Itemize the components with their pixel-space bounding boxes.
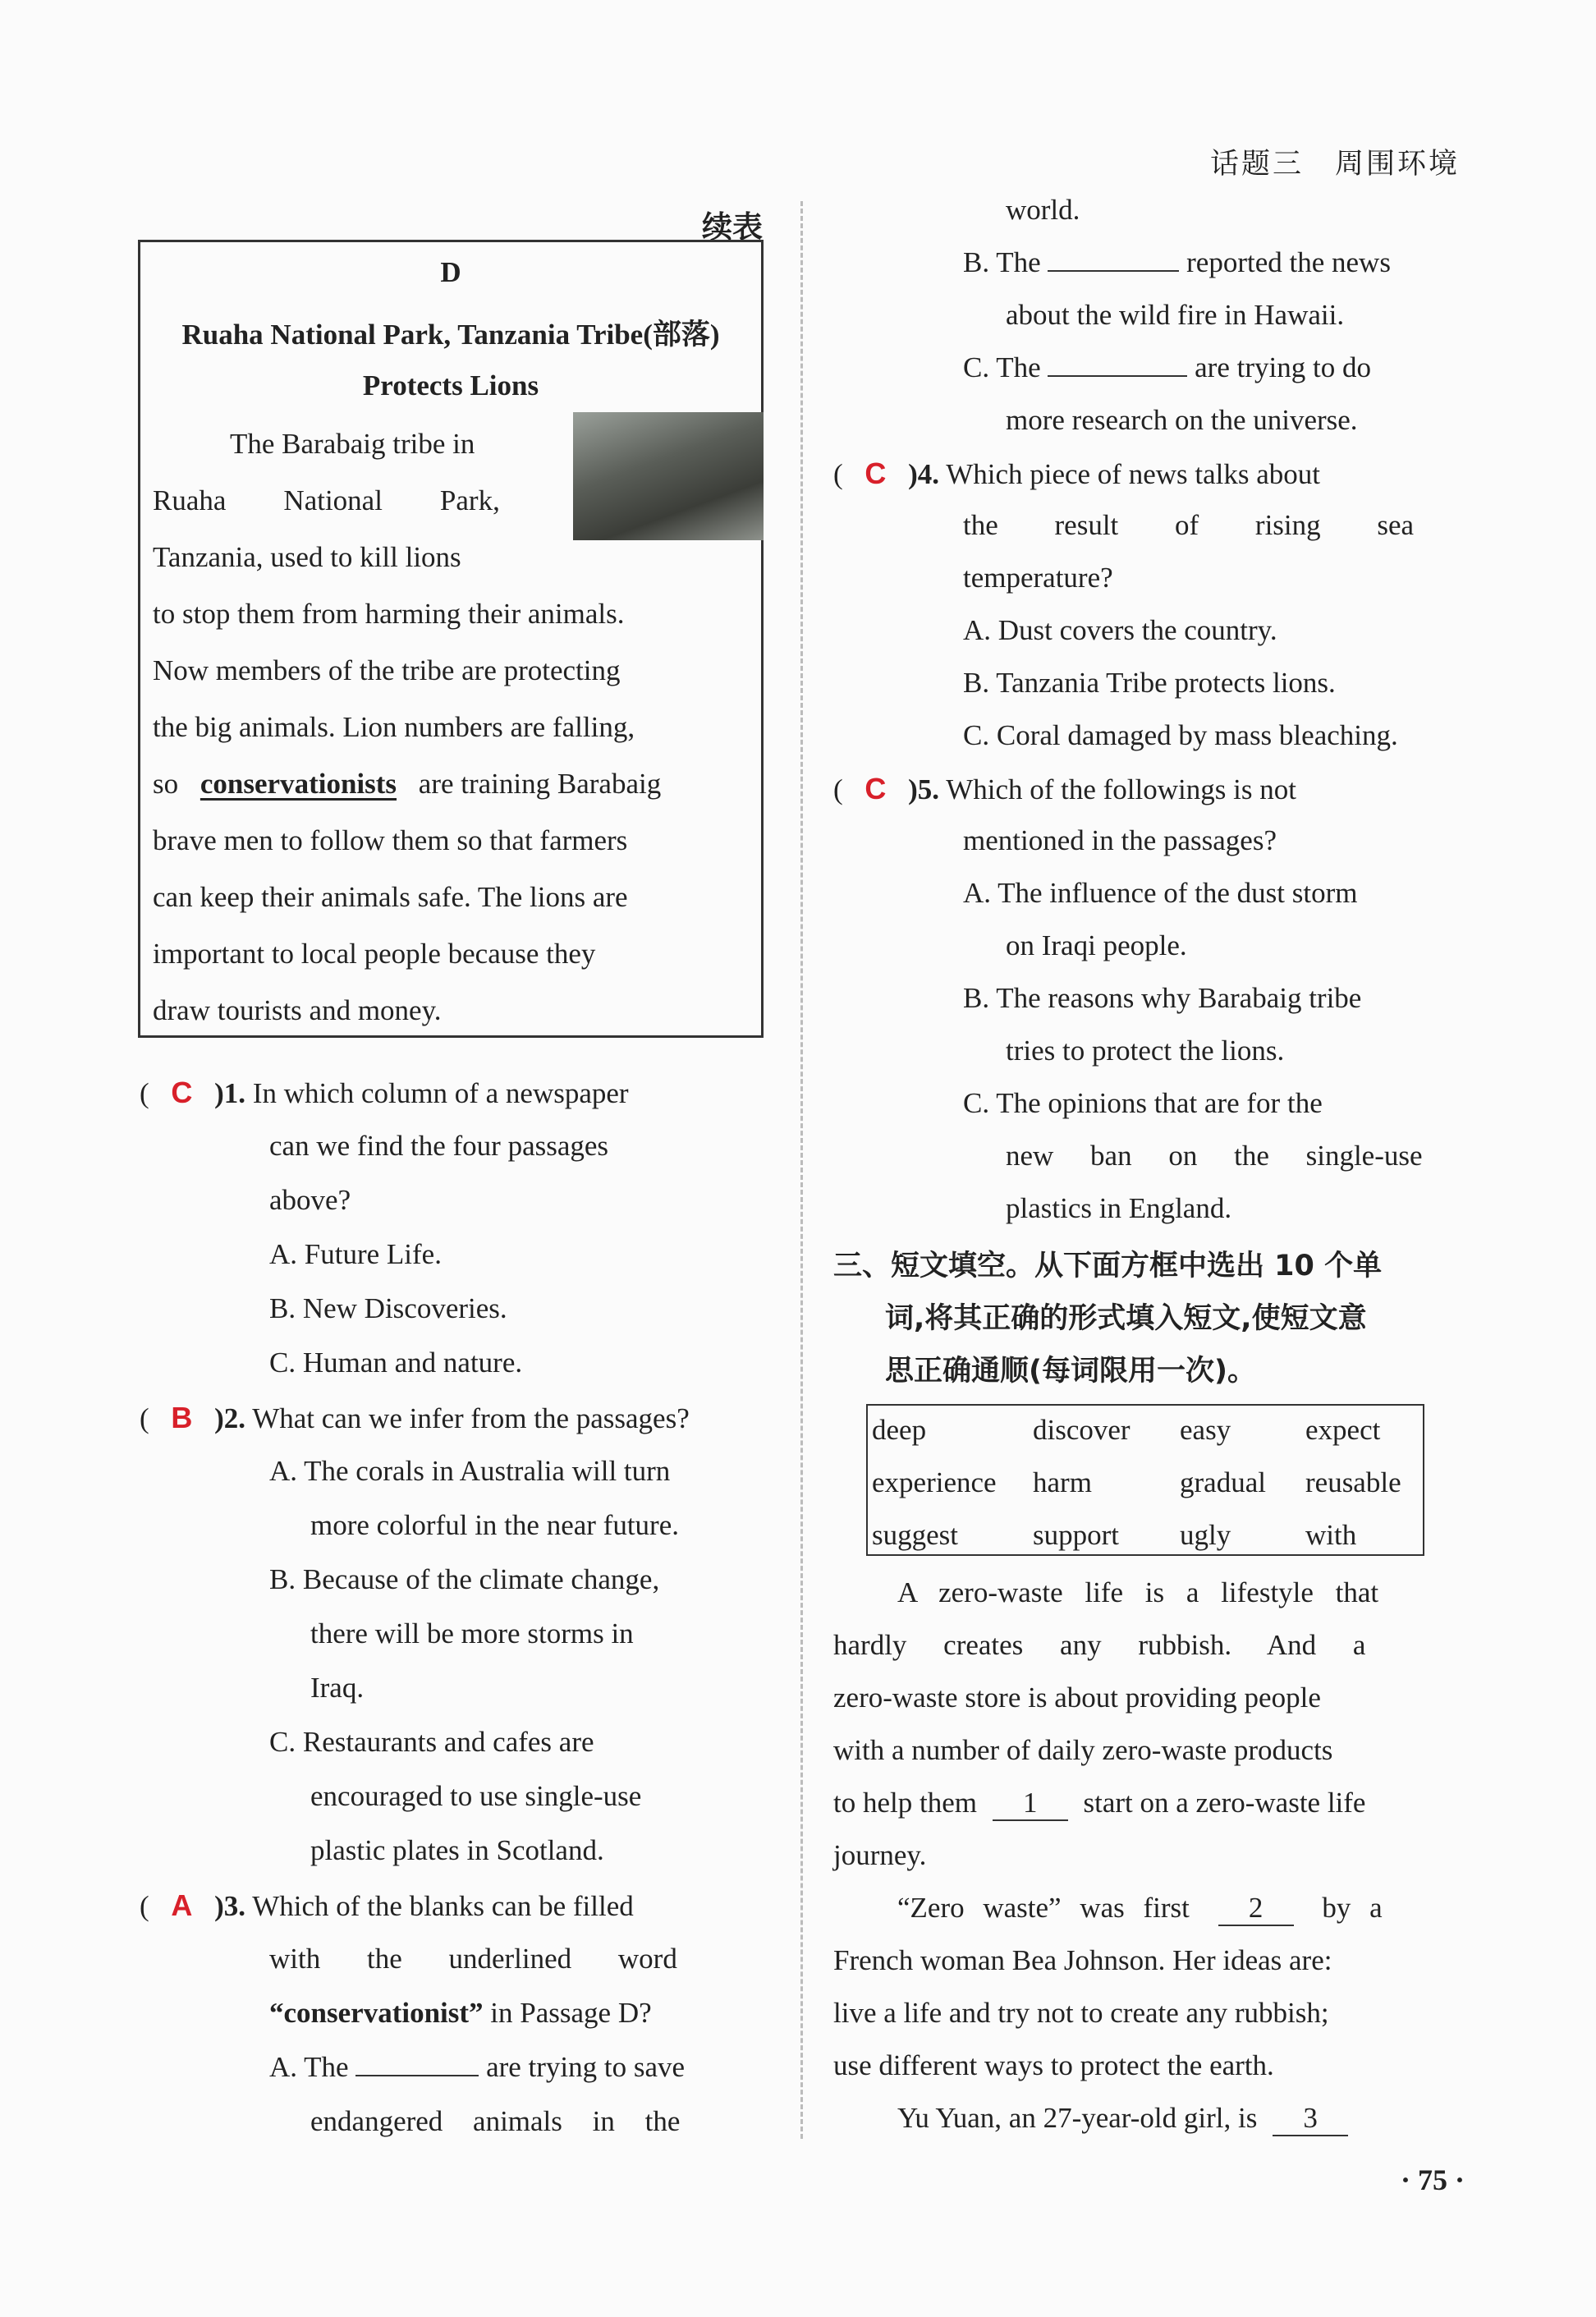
question-3: ( A )3. Which of the blanks can be filled bbox=[140, 1888, 634, 1922]
option: C. Restaurants and cafes are bbox=[269, 1726, 594, 1758]
word-bank-item: gradual bbox=[1180, 1466, 1266, 1498]
word-bank-item: with bbox=[1305, 1519, 1357, 1551]
option-text: are trying to save bbox=[486, 2051, 686, 2083]
word-bank-item: expect bbox=[1305, 1414, 1381, 1446]
option: A. Dust covers the country. bbox=[963, 614, 1277, 646]
quoted-word: “conservationist” bbox=[269, 1997, 484, 2029]
answer-1: C bbox=[171, 1076, 193, 1109]
passage-label: D bbox=[440, 256, 461, 288]
question-number: )5. bbox=[908, 773, 940, 805]
option: A. Future Life. bbox=[269, 1238, 442, 1270]
section-3-heading: 思正确通顺(每词限用一次)。 bbox=[885, 1355, 1256, 1388]
option-cont: new ban on the single-use bbox=[1006, 1140, 1423, 1172]
cloze-text: to help them bbox=[833, 1787, 977, 1819]
option-cont: plastic plates in Scotland. bbox=[310, 1834, 604, 1866]
section-3-heading: 词,将其正确的形式填入短文,使短文意 bbox=[885, 1302, 1367, 1335]
tribe-photo bbox=[573, 412, 764, 540]
question-line: with the underlined word bbox=[269, 1943, 677, 1975]
option bbox=[963, 246, 1391, 279]
cloze-text: by a bbox=[1322, 1892, 1383, 1924]
cloze-line: hardly creates any rubbish. And a bbox=[833, 1629, 1366, 1661]
question-text: Which of the blanks can be filled bbox=[252, 1890, 634, 1922]
passage-line: can keep their animals safe. The lions are bbox=[153, 881, 628, 913]
passage-line bbox=[153, 755, 661, 812]
question-number: )4. bbox=[908, 458, 940, 490]
section-3-heading: 三、短文填空。从下面方框中选出 10 个单 bbox=[833, 1250, 1383, 1282]
cloze-line: live a life and try not to create any rubbish; bbox=[833, 1997, 1329, 2029]
option-cont: Iraq. bbox=[310, 1672, 365, 1704]
option: A. The corals in Australia will turn bbox=[269, 1455, 671, 1487]
option-text: reported the news bbox=[1186, 246, 1391, 278]
passage-line: draw tourists and money. bbox=[153, 994, 442, 1026]
word-bank-item: reusable bbox=[1305, 1466, 1401, 1498]
answer-4: C bbox=[864, 457, 887, 490]
question-line: can we find the four passages bbox=[269, 1130, 609, 1162]
passage-line: Now members of the tribe are protecting bbox=[153, 654, 621, 686]
question-text: Which of the followings is not bbox=[946, 773, 1296, 805]
question-text: What can we infer from the passages? bbox=[252, 1402, 690, 1434]
option-cont: endangered animals in the bbox=[310, 2105, 681, 2137]
answer-3: A bbox=[171, 1888, 193, 1922]
question-line: mentioned in the passages? bbox=[963, 824, 1277, 856]
question-line: the result of rising sea bbox=[963, 509, 1415, 541]
option-cont: more colorful in the near future. bbox=[310, 1509, 679, 1541]
cloze-line: use different ways to protect the earth. bbox=[833, 2049, 1274, 2081]
word-bank-item: easy bbox=[1180, 1414, 1231, 1446]
option-cont: plastics in England. bbox=[1006, 1192, 1232, 1224]
passage-line: the big animals. Lion numbers are falling, bbox=[153, 711, 635, 743]
question-number: )1. bbox=[214, 1077, 246, 1109]
cloze-line: A zero-waste life is a lifestyle that bbox=[897, 1576, 1379, 1608]
blank-2[interactable]: 2 bbox=[1218, 1892, 1294, 1926]
passage-line: to stop them from harming their animals. bbox=[153, 598, 625, 630]
cloze-line: journey. bbox=[833, 1839, 927, 1871]
option-text: A. The bbox=[269, 2051, 349, 2083]
page-number: · 75 · bbox=[1400, 2163, 1465, 2196]
answer-2: B bbox=[171, 1401, 193, 1434]
question-number: )3. bbox=[214, 1890, 246, 1922]
option bbox=[269, 2051, 685, 2084]
answer-5: C bbox=[864, 772, 887, 805]
word-bank-item: support bbox=[1033, 1519, 1119, 1551]
option: B. The reasons why Barabaig tribe bbox=[963, 982, 1362, 1014]
option-cont: more research on the universe. bbox=[1006, 404, 1358, 436]
continued-label: 续表 bbox=[702, 209, 763, 245]
option: C. Human and nature. bbox=[269, 1347, 523, 1379]
question-number: )2. bbox=[214, 1402, 246, 1434]
passage-line: Ruaha National Park, bbox=[153, 484, 500, 516]
option-text: are trying to do bbox=[1195, 351, 1371, 383]
answer-blank[interactable] bbox=[1048, 270, 1179, 272]
option-cont: on Iraqi people. bbox=[1006, 929, 1187, 961]
question-line: above? bbox=[269, 1184, 351, 1216]
word-bank-item: deep bbox=[872, 1414, 927, 1446]
option-cont: world. bbox=[1006, 194, 1080, 226]
answer-blank[interactable] bbox=[355, 2075, 479, 2076]
passage-line: important to local people because they bbox=[153, 938, 596, 970]
cloze-line: with a number of daily zero-waste products bbox=[833, 1734, 1333, 1766]
word-bank-item: ugly bbox=[1180, 1519, 1231, 1551]
passage-line: The Barabaig tribe in bbox=[230, 428, 475, 460]
option-text: B. The bbox=[963, 246, 1041, 278]
question-text: In which column of a newspaper bbox=[252, 1077, 629, 1109]
blank-1[interactable]: 1 bbox=[993, 1787, 1068, 1821]
option-cont: tries to protect the lions. bbox=[1006, 1035, 1285, 1067]
underlined-word: conservationists bbox=[200, 768, 397, 800]
cloze-text: start on a zero-waste life bbox=[1083, 1787, 1366, 1819]
option: B. New Discoveries. bbox=[269, 1292, 507, 1324]
word-bank-item: suggest bbox=[872, 1519, 958, 1551]
option-cont: about the wild fire in Hawaii. bbox=[1006, 299, 1345, 331]
option-cont: encouraged to use single-use bbox=[310, 1780, 642, 1812]
word-bank-item: harm bbox=[1033, 1466, 1092, 1498]
passage-title: Ruaha National Park, Tanzania Tribe(部落) bbox=[181, 319, 720, 351]
question-1: ( C )1. In which column of a newspaper bbox=[140, 1076, 629, 1109]
option bbox=[963, 351, 1371, 384]
passage-text: so bbox=[153, 768, 179, 800]
column-divider bbox=[800, 201, 803, 2139]
question-line: temperature? bbox=[963, 562, 1113, 594]
question-2: ( B )2. What can we infer from the passages? bbox=[140, 1401, 690, 1434]
question-5: ( C )5. Which of the followings is not bbox=[833, 772, 1296, 805]
cloze-text: “Zero waste” was first bbox=[897, 1892, 1190, 1924]
question-text: in Passage D? bbox=[490, 1997, 652, 2029]
cloze-text: Yu Yuan, an 27-year-old girl, is bbox=[897, 2102, 1258, 2134]
cloze-line: zero-waste store is about providing people bbox=[833, 1682, 1321, 1714]
cloze-line bbox=[897, 2102, 1348, 2136]
option: C. The opinions that are for the bbox=[963, 1087, 1323, 1119]
cloze-line bbox=[897, 1892, 1383, 1926]
option-cont: there will be more storms in bbox=[310, 1617, 634, 1649]
word-bank-item: experience bbox=[872, 1466, 997, 1498]
cloze-line bbox=[833, 1787, 1365, 1821]
page-header: 话题三 周围环境 bbox=[1209, 148, 1460, 181]
word-bank-item: discover bbox=[1033, 1414, 1130, 1446]
question-line bbox=[269, 1997, 652, 2030]
passage-text: are training Barabaig bbox=[418, 768, 662, 800]
passage-line: brave men to follow them so that farmers bbox=[153, 824, 628, 856]
option: A. The influence of the dust storm bbox=[963, 877, 1358, 909]
option: B. Tanzania Tribe protects lions. bbox=[963, 667, 1336, 699]
passage-subtitle: Protects Lions bbox=[362, 369, 539, 401]
passage-line: Tanzania, used to kill lions bbox=[153, 541, 461, 573]
question-4: ( C )4. Which piece of news talks about bbox=[833, 457, 1321, 490]
answer-blank[interactable] bbox=[1048, 375, 1187, 377]
question-text: Which piece of news talks about bbox=[946, 458, 1321, 490]
option: C. Coral damaged by mass bleaching. bbox=[963, 719, 1398, 751]
option: B. Because of the climate change, bbox=[269, 1563, 660, 1595]
blank-3[interactable]: 3 bbox=[1273, 2102, 1348, 2136]
cloze-line: French woman Bea Johnson. Her ideas are: bbox=[833, 1944, 1332, 1976]
option-text: C. The bbox=[963, 351, 1041, 383]
